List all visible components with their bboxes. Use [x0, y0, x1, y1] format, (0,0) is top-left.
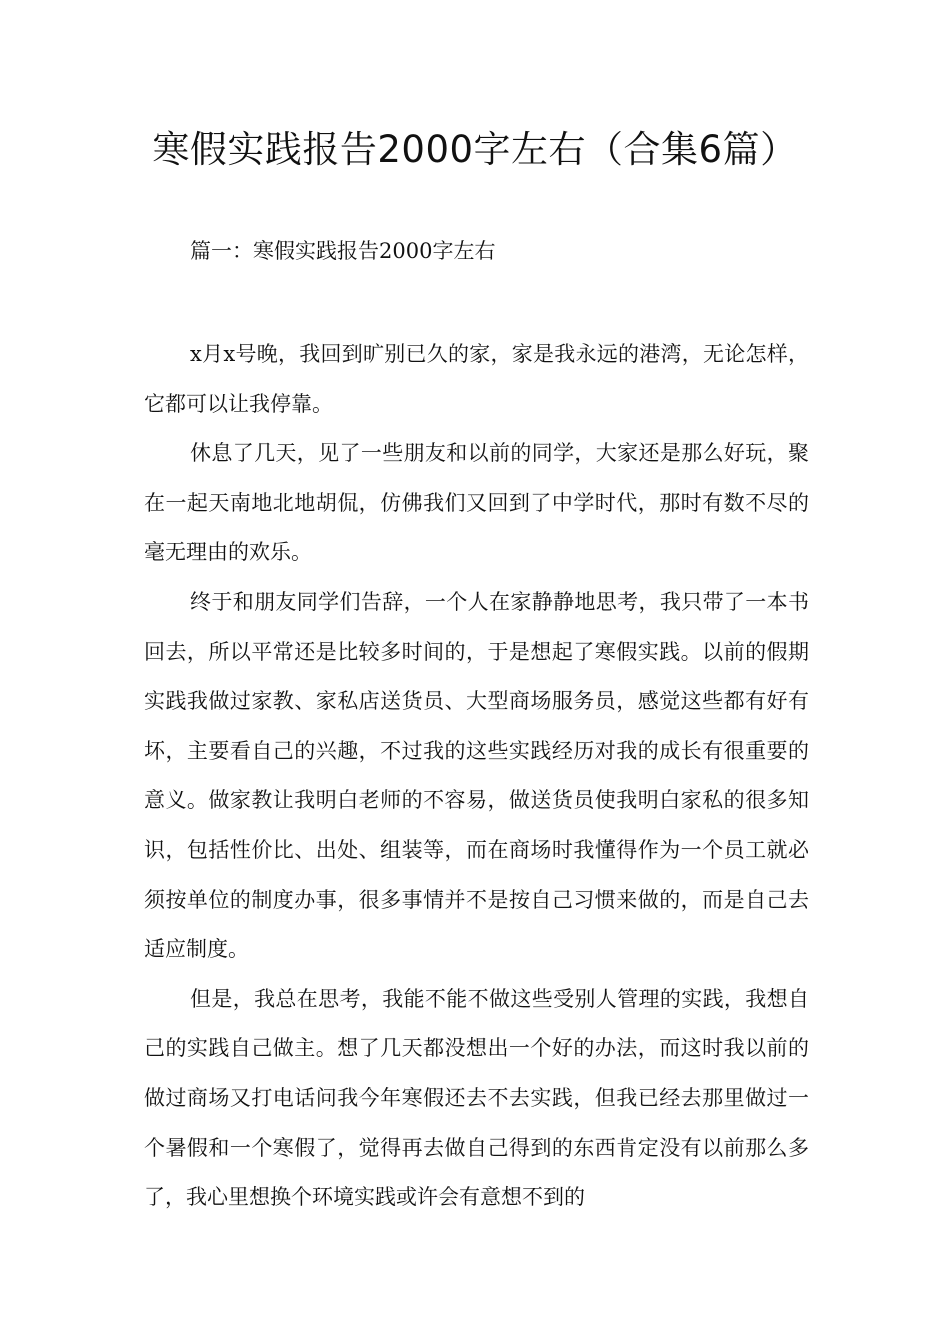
paragraph: 终于和朋友同学们告辞，一个人在家静静地思考，我只带了一本书回去，所以平常还是比较多时间的，于是想起了寒假实践。以前的假期实践我做过家教、家私店送货员、大型商场服务员，感觉这些都有好有坏，主要看自己的兴趣，不过我的这些实践经历对我的成长有很重要的意义。做家教让我明白老师的不容易，做送货员使我明白家私的很多知识，包括性价比、出处、组装等，而在商场时我懂得作为一个员工就必须按单位的制度办事，很多事情并不是按自己习惯来做的，而是自己去适应制度。 [144, 589, 809, 962]
paragraph: x月x号晚，我回到旷别已久的家，家是我永远的港湾，无论怎样，它都可以让我停靠。 [144, 342, 809, 416]
paragraph: 休息了几天，见了一些朋友和以前的同学，大家还是那么好玩，聚在一起天南地北地胡侃，仿佛我们又回到了中学时代，那时有数不尽的毫无理由的欢乐。 [144, 441, 809, 565]
document-title: 寒假实践报告2000字左右（合集6篇） [152, 128, 798, 171]
body-text [144, 330, 809, 1223]
section-heading: 篇一：寒假实践报告2000字左右 [190, 239, 496, 263]
paragraph: 但是，我总在思考，我能不能不做这些受别人管理的实践，我想自己的实践自己做主。想了几天都没想出一个好的办法，而这时我以前的做过商场又打电话问我今年寒假还去不去实践，但我已经去那里做过一个暑假和一个寒假了，觉得再去做自己得到的东西肯定没有以前那么多了，我心里想换个环境实践或许会有意想不到的 [144, 986, 809, 1210]
